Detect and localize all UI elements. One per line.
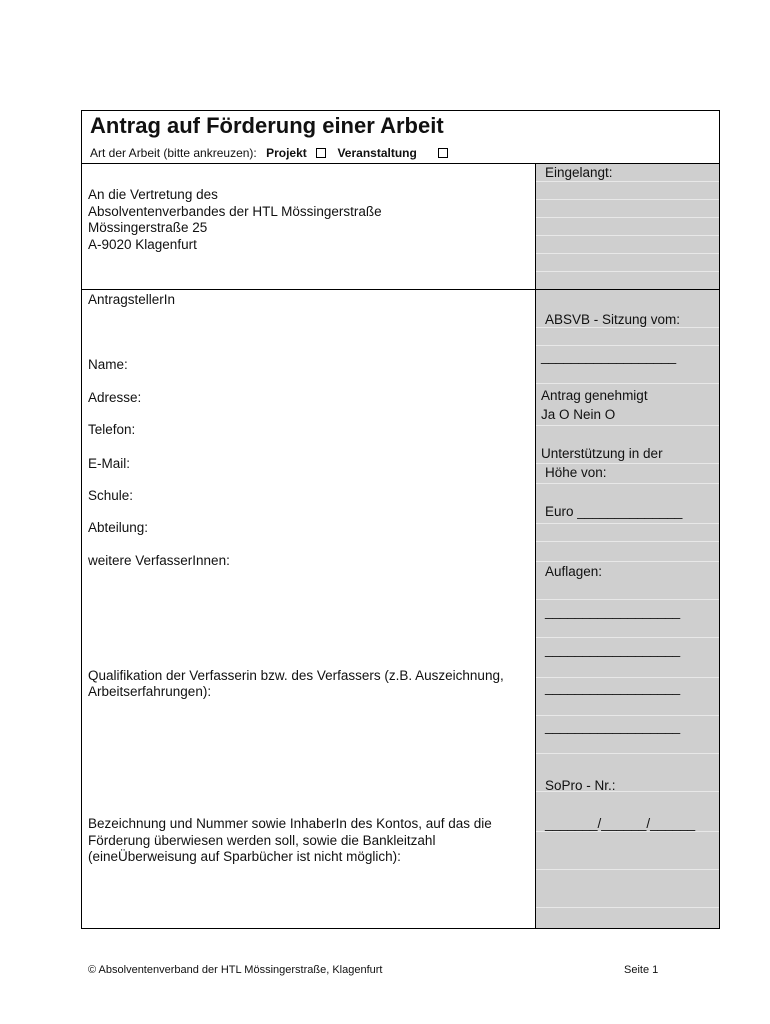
qualifikation-line-2: Arbeitserfahrungen): xyxy=(88,684,212,699)
auflagen-blank-3: __________________ xyxy=(545,680,681,695)
sitzung-label: ABSVB - Sitzung vom: xyxy=(545,312,681,327)
footer-copyright: © Absolventenverband der HTL Mössingerstraße, Klagenfurt xyxy=(88,964,383,976)
adresse-label: Adresse: xyxy=(88,390,142,405)
address-line-1: An die Vertretung des xyxy=(88,187,218,202)
auflagen-blank-2: __________________ xyxy=(545,642,681,657)
sopro-blank: _______/______/______ xyxy=(545,816,696,831)
section-divider xyxy=(81,289,536,290)
gray-rule xyxy=(536,217,719,218)
address-line-2: Absolventenverbandes der HTL Mössingerstraße xyxy=(88,204,382,219)
gray-rule xyxy=(536,483,719,484)
abteilung-label: Abteilung: xyxy=(88,520,149,535)
gray-rule xyxy=(536,599,719,600)
email-label: E-Mail: xyxy=(88,456,131,471)
euro-amount: Euro ______________ xyxy=(545,504,683,519)
option-projekt-label: Projekt xyxy=(266,146,307,160)
gray-rule xyxy=(536,199,719,200)
eingelangt-label: Eingelangt: xyxy=(545,165,613,180)
konto-line-1: Bezeichnung und Nummer sowie InhaberIn des Kontos, auf das die xyxy=(88,816,492,831)
gray-rule xyxy=(536,869,719,870)
auflagen-label: Auflagen: xyxy=(545,564,603,579)
qualifikation-line-1: Qualifikation der Verfasserin bzw. des Verfassers (z.B. Auszeichnung, xyxy=(88,668,504,683)
address-line-4: A-9020 Klagenfurt xyxy=(88,237,197,252)
konto-line-2: Förderung überwiesen werden soll, sowie die Bankleitzahl xyxy=(88,833,436,848)
veranstaltung-checkbox[interactable] xyxy=(438,148,448,158)
schule-label: Schule: xyxy=(88,488,134,503)
sitzung-blank: __________________ xyxy=(541,349,677,364)
applicant-heading: AntragstellerIn xyxy=(88,292,176,307)
gray-rule xyxy=(536,271,719,272)
gray-rule xyxy=(536,425,719,426)
genehmigt-label: Antrag genehmigt xyxy=(541,388,648,403)
gray-rule xyxy=(536,383,719,384)
gray-rule xyxy=(536,907,719,908)
gray-rule xyxy=(536,523,719,524)
option-veranstaltung-label: Veranstaltung xyxy=(337,146,417,160)
gray-rule xyxy=(536,235,719,236)
gray-rule xyxy=(536,541,719,542)
konto-line-3: (eineÜberweisung auf Sparbücher ist nicht möglich): xyxy=(88,849,401,864)
art-der-arbeit-row xyxy=(90,146,452,160)
gray-rule xyxy=(536,345,719,346)
auflagen-blank-4: __________________ xyxy=(545,719,681,734)
auflagen-blank-1: __________________ xyxy=(545,604,681,619)
telefon-label: Telefon: xyxy=(88,422,136,437)
weitere-verfasser-label: weitere VerfasserInnen: xyxy=(88,553,230,568)
projekt-checkbox[interactable] xyxy=(316,148,326,158)
form-title: Antrag auf Förderung einer Arbeit xyxy=(90,113,444,138)
sopro-label: SoPro - Nr.: xyxy=(545,778,616,793)
ja-nein-choice: Ja O Nein O xyxy=(541,407,616,422)
gray-rule xyxy=(536,253,719,254)
address-line-3: Mössingerstraße 25 xyxy=(88,220,208,235)
unterstuetzung-line-2: Höhe von: xyxy=(545,465,607,480)
unterstuetzung-line-1: Unterstützung in der xyxy=(541,446,663,461)
gray-rule xyxy=(536,637,719,638)
name-label: Name: xyxy=(88,357,128,372)
section-divider xyxy=(535,289,720,290)
footer-page-number: Seite 1 xyxy=(624,964,659,976)
art-label: Art der Arbeit (bitte ankreuzen): xyxy=(90,146,257,160)
gray-rule xyxy=(536,753,719,754)
gray-rule xyxy=(536,715,719,716)
title-row xyxy=(81,110,720,164)
